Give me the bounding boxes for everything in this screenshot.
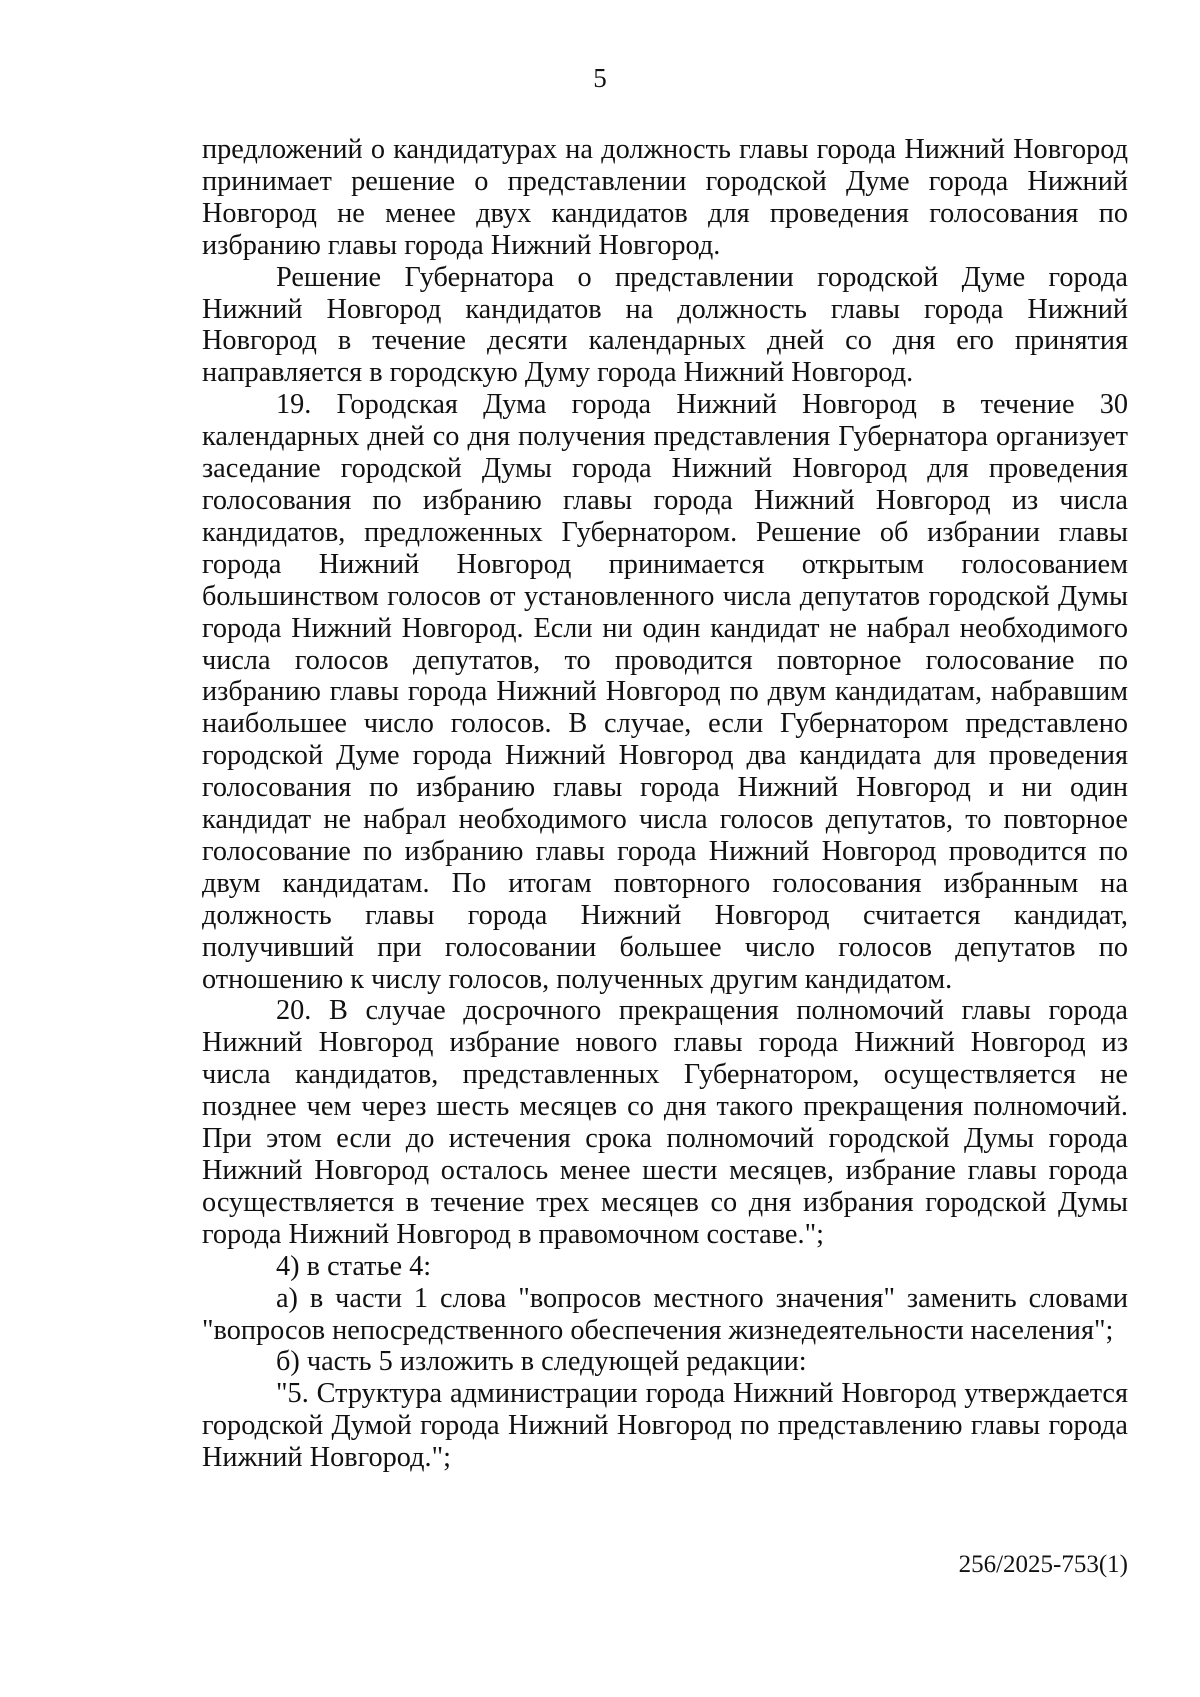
- paragraph-article-4: 4) в статье 4:: [276, 1250, 432, 1282]
- document-number: 256/2025-753(1): [958, 1551, 1128, 1578]
- paragraph-subitem-a: а) в части 1 слова "вопросов местного значения" заменить словами "вопросов непосредственного обеспечения жизнедеятельности населения";: [202, 1282, 1128, 1346]
- document-body: [202, 134, 1128, 1474]
- paragraph-item-5-structure: "5. Структура администрации города Нижний Новгород утверждается городской Думой города Нижний Новгород по представлению главы города Нижний Новгород.";: [202, 1378, 1128, 1474]
- paragraph-item-19: 19. Городская Дума города Нижний Новгород в течение 30 календарных дней со дня получения представления Губернатора организует заседание городской Думы города Нижний Новгород для проведения голосования по избранию главы города Нижний Новгород из числа кандидатов, предложенных Губернатором. Решение об избрании главы города Нижний Новгород принимается открытым голосованием большинством голосов от установленного числа депутатов городской Думы города Нижний Новгород. Если ни один кандидат не набрал необходимого числа голосов депутатов, то проводится повторное голосование по избранию главы города Нижний Новгород по двум кандидатам, набравшим наибольшее число голосов. В случае, если Губернатором представлено городской Думе города Нижний Новгород два кандидата для проведения голосования по избранию главы города Нижний Новгород и ни один кандидат не набрал необходимого числа голосов депутатов, то повторное голосование по избранию главы города Нижний Новгород проводится по двум кандидатам. По итогам повторного голосования избранным на должность главы города Нижний Новгород считается кандидат, получивший при голосовании большее число голосов депутатов по отношению к числу голосов, полученных другим кандидатом.: [202, 389, 1128, 995]
- paragraph-governor-decision: Решение Губернатора о представлении городской Думе города Нижний Новгород кандидатов на должность главы города Нижний Новгород в течение десяти календарных дней со дня его принятия направляется в городскую Думу города Нижний Новгород.: [202, 261, 1128, 389]
- page-number: 5: [593, 63, 607, 93]
- paragraph-subitem-b: б) часть 5 изложить в следующей редакции:: [276, 1346, 807, 1378]
- paragraph-continuation: предложений о кандидатурах на должность главы города Нижний Новгород принимает решение о представлении городской Думе города Нижний Новгород не менее двух кандидатов для проведения голосования по избранию главы города Нижний Новгород.: [202, 134, 1128, 261]
- paragraph-item-20: 20. В случае досрочного прекращения полномочий главы города Нижний Новгород избрание нового главы города Нижний Новгород из числа кандидатов, представленных Губернатором, осуществляется не позднее чем через шесть месяцев со дня такого прекращения полномочий. При этом если до истечения срока полномочий городской Думы города Нижний Новгород осталось менее шести месяцев, избрание главы города осуществляется в течение трех месяцев со дня избрания городской Думы города Нижний Новгород в правомочном составе.";: [202, 995, 1128, 1250]
